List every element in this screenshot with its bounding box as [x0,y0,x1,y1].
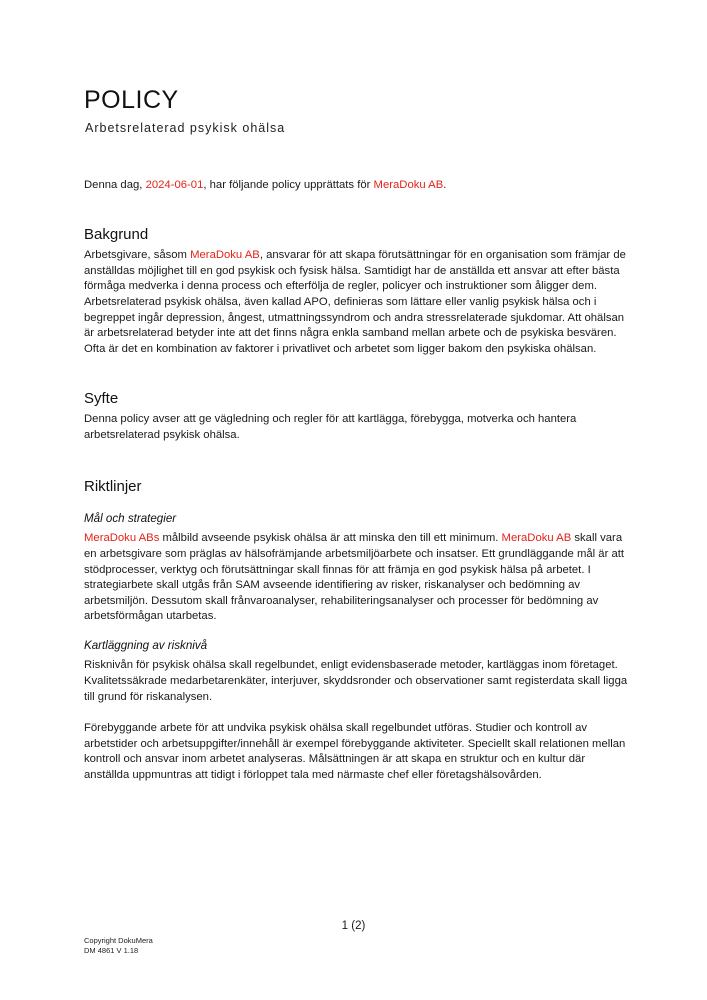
mal-text-1: målbild avseende psykisk ohälsa är att minska den till ett minimum. [159,532,502,545]
footer-copyright: Copyright DokuMera [84,936,153,945]
bakgrund-prefix: Arbetsgivare, såsom [84,249,191,262]
page-number: 1 (2) [341,920,366,932]
document-body [84,178,629,784]
company-name: MeraDoku AB [190,249,260,262]
mal-paragraph [84,531,629,625]
section-heading-riktlinjer: Riktlinjer [84,478,142,496]
bakgrund-paragraph [84,248,629,357]
kartlaggning-paragraph-2: Förebyggande arbete för att undvika psykisk ohälsa skall regelbundet utföras. Studier och kontroll av arbetstider och arbetsuppgifter/innehåll är exempel förebyggande aktiviteter. Speciellt skall relationen mellan kontroll och ansvar inom arbetet analyseras. Målsättningen är att skapa en struktur och en kultur där anställda uppmuntras att tidigt i förloppet tala med närmaste chef eller företagshälsovården. [84,722,626,782]
section-heading-syfte: Syfte [84,390,119,408]
footer-doc-id: DM 4861 V 1.18 [84,946,139,955]
company-name: MeraDoku ABs [84,532,160,545]
subheading-mal-och-strategier: Mål och strategier [84,511,177,525]
footer [84,936,153,956]
intro-prefix: Denna dag, [84,179,146,191]
company-name: MeraDoku AB [373,179,444,191]
intro-suffix: . [443,179,447,191]
kartlaggning-paragraph-1: Risknivån för psykisk ohälsa skall regelbundet, enligt evidensbaserade metoder, kartläggas inom företaget. Kvalitetssäkrade medarbetarenkäter, interjuver, skyddsronder och observationer samt registerdata skall ligga till grund för riskanalysen. [84,659,628,703]
policy-date: 2024-06-01 [145,179,204,191]
intro-middle: , har följande policy upprättats för [203,179,374,191]
mal-text-2: skall vara en arbetsgivare som präglas av hälsofrämjande arbetsmiljöarbete och insatser. Ett grundläggande mål är att stödprocesser, verktyg och förutsättningar skall finnas för att främja en god psykisk hälsa på arbetet. I strategiarbete skall utgås från SAM avseende identifiering av risker, riskanalyser och bedömning av arbetsmiljön. Dessutom skall frånvaroanalyser, rehabiliteringsanalyser och processer för bedömning av arbetsförmågan utarbetas. [84,532,625,623]
syfte-paragraph: Denna policy avser att ge vägledning och regler för att kartlägga, förebygga, motverka och hantera arbetsrelaterad psykisk ohälsa. [84,412,577,441]
page-subtitle: Arbetsrelaterad psykisk ohälsa [85,121,286,135]
company-name: MeraDoku AB [501,532,572,545]
section-heading-bakgrund: Bakgrund [84,225,149,243]
subheading-kartlaggning: Kartläggning av risknivå [84,638,208,652]
bakgrund-text: , ansvarar för att skapa förutsättningar för en organisation som främjar de anställdas möjlighet till en god psykisk och fysisk hälsa. Samtidigt har de anställda ett ansvar att efter bästa förmåga medverka i denna process och efterfölja de regler, policyer och instruktioner som åligger dem. Arbetsrelaterad psykisk ohälsa, även kallad APO, definieras som lättare eller vanlig psykisk hälsa och i begreppet ingår depression, ångest, utmattningssyndrom och andra stressrelaterade sjukdomar. Att ohälsan är arbetsrelaterad betyder inte att det finns några enkla samband mellan arbete och de psykiska besvären. Ofta är det en kombination av faktorer i privatlivet och arbetet som ligger bakom den psykiska ohälsan. [84,249,626,355]
page-title: POLICY [84,86,179,114]
intro-paragraph [84,178,629,194]
